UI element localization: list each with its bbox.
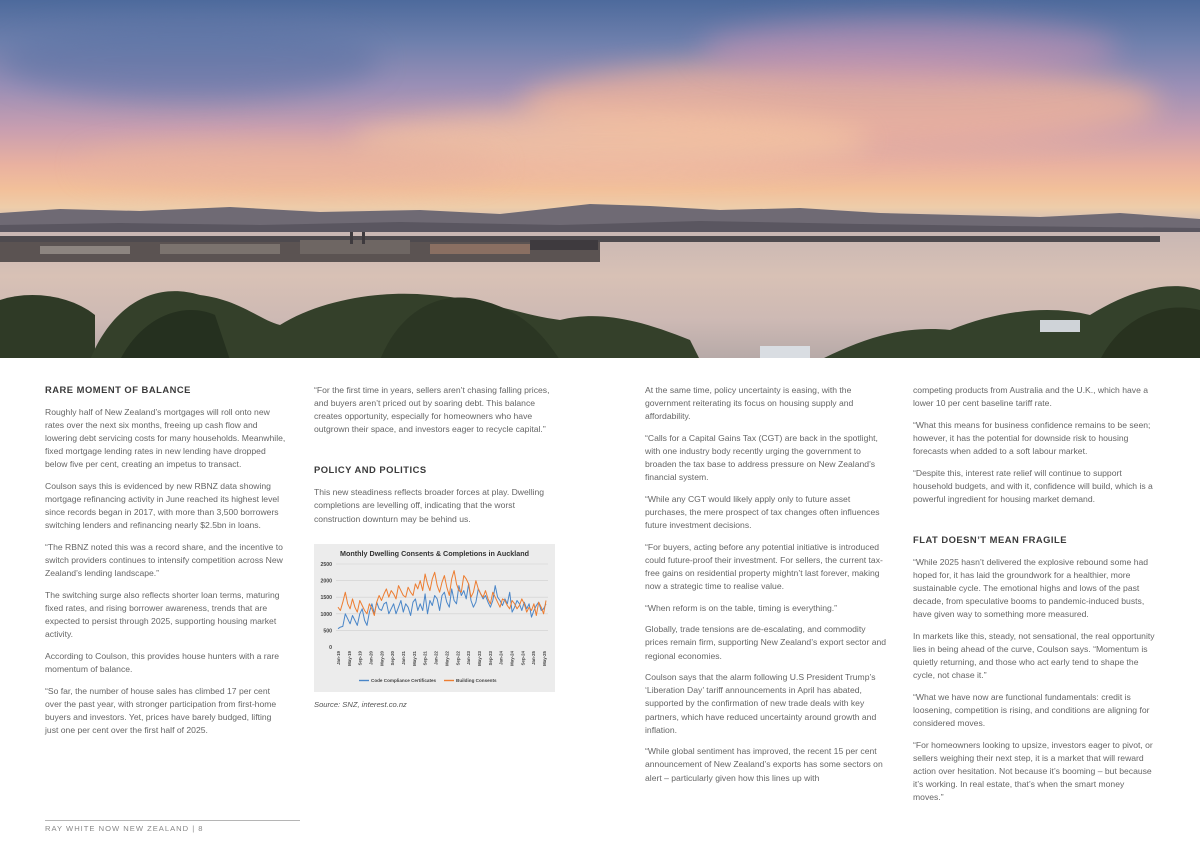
x-tick-label: Jan-22 bbox=[433, 650, 439, 665]
heading-rare-moment: RARE MOMENT OF BALANCE bbox=[45, 384, 191, 395]
x-tick-label: Sep-23 bbox=[487, 650, 493, 666]
y-tick-label: 2500 bbox=[320, 561, 332, 568]
paragraph: competing products from Australia and the U.K., which have a lower 10 per cent baseline tariff rate. bbox=[913, 385, 1149, 409]
paragraph: “Calls for a Capital Gains Tax (CGT) are back in the spotlight, with one industry body recently urging the government to broaden the tax base to address pressure on New Zealand’s financial system. bbox=[645, 432, 878, 483]
column-3 bbox=[645, 384, 888, 793]
footer-page-label: RAY WHITE NOW NEW ZEALAND | 8 bbox=[45, 824, 204, 833]
paragraph: “For the first time in years, sellers aren’t chasing falling prices, and buyers aren’t priced out by soaring debt. This balance creates opportunity, especially for homeowners who have outgrown their space, and investors eager to recycle capital.” bbox=[314, 385, 550, 435]
paragraph: Globally, trade tensions are de-escalating, and commodity prices remain firm, supporting New Zealand’s export sector and regional economies. bbox=[645, 624, 887, 661]
hero-landscape-photo bbox=[0, 0, 1200, 358]
paragraph: “For homeowners looking to upsize, investors eager to pivot, or sellers weighing their next step, it is a market that will reward action over hesitation. Not because it’s booming – but because it’s working. In real estate, that’s when the smart money moves.” bbox=[913, 739, 1153, 803]
foreground-trees bbox=[0, 270, 1200, 358]
x-tick-label: Jan-21 bbox=[401, 650, 407, 665]
paragraph: Coulson says this is evidenced by new RBNZ data showing mortgage refinancing activity in June reached its highest level since records began in 2017, with more than 3,500 borrowers switching lenders and refinancing nearly $2.5bn in loans. bbox=[45, 481, 280, 531]
legend-label: Building Consents bbox=[456, 677, 497, 683]
x-tick-label: Sep-24 bbox=[520, 650, 526, 666]
x-tick-label: May-24 bbox=[509, 650, 515, 666]
x-tick-label: Jan-23 bbox=[466, 650, 472, 665]
paragraph: “What this means for business confidence remains to be seen; however, it has the potential for downside risk to housing forecasts when added to a soft labour market. bbox=[913, 419, 1151, 456]
paragraph: Coulson says that the alarm following U.S President Trump’s ‘Liberation Day’ tariff announcements in April has abated, supported by the confirmation of new trade deals with key partners, which have reduced uncertainty around growth and inflation. bbox=[645, 672, 877, 735]
x-tick-label: Sep-22 bbox=[455, 650, 461, 666]
paragraph: “Despite this, interest rate relief will continue to support household budgets, and with it, confidence will build, which is a powerful ingredient for housing market demand. bbox=[913, 467, 1153, 504]
paragraph: “So far, the number of house sales has climbed 17 per cent over the past year, with stronger participation from first-home buyers and investors. Yet, prices have barely budged, lifting just one per cent over the first half of 2025. bbox=[45, 685, 277, 735]
x-tick-label: May-21 bbox=[411, 650, 417, 666]
series-line-2 bbox=[338, 570, 546, 615]
x-tick-label: Sep-20 bbox=[390, 650, 396, 666]
x-tick-label: May-23 bbox=[476, 650, 482, 666]
chart-source: Source: SNZ, interest.co.nz bbox=[314, 699, 407, 709]
paragraph: “While global sentiment has improved, the recent 15 per cent announcement of New Zealand’s exports has some sectors on alert – particularly given how this lines up with bbox=[645, 746, 883, 783]
x-tick-label: Jan-20 bbox=[368, 650, 374, 665]
x-tick-label: May-22 bbox=[444, 650, 450, 666]
x-tick-label: Sep-21 bbox=[422, 650, 428, 666]
heading-flat-not-fragile: FLAT DOESN’T MEAN FRAGILE bbox=[913, 533, 1067, 545]
x-tick-label: May-19 bbox=[346, 650, 352, 666]
paragraph: At the same time, policy uncertainty is easing, with the government reiterating its focus on housing supply and affordability. bbox=[645, 385, 854, 422]
x-tick-label: May-25 bbox=[542, 650, 547, 666]
dwelling-chart bbox=[314, 544, 555, 692]
y-tick-label: 500 bbox=[323, 628, 332, 635]
x-tick-label: Jan-24 bbox=[498, 650, 504, 665]
footer-divider bbox=[45, 820, 300, 821]
x-tick-label: Jan-19 bbox=[336, 650, 341, 665]
paragraph: “For buyers, acting before any potential initiative is introduced could future-proof their investment. For sellers, the current tax-free gains on residential property mightn’t last forever, making now a strategic time to realise value. bbox=[645, 541, 883, 591]
column-4 bbox=[913, 384, 1156, 813]
paragraph: In markets like this, steady, not sensational, the real opportunity lies in being ahead of the curve, Coulson says. “Momentum is quietly returning, and those who act early tend to shape the cycle, not chase it.” bbox=[913, 631, 1155, 681]
y-tick-label: 1500 bbox=[320, 594, 332, 601]
paragraph: Roughly half of New Zealand’s mortgages will roll onto new rates over the next six months, freeing up cash flow and lowering debt servicing costs for many households. Meanwhile, fixed mortgage lending rates in new lending have dropped below five per cent, creating an impetus to transact. bbox=[45, 407, 286, 470]
paragraph: “The RBNZ noted this was a record share, and the incentive to switch providers continues to intensify competition across New Zealand’s lending landscape.” bbox=[45, 542, 283, 579]
legend-label: Code Compliance Certificates bbox=[371, 677, 437, 683]
paragraph: “While 2025 hasn’t delivered the explosive rebound some had hoped for, it has laid the groundwork for a healthier, more sustainable cycle. The emotional highs and lows of the past decade, from speculative booms to pandemic-induced busts, have given way to something more measured. bbox=[913, 556, 1149, 620]
chart-svg bbox=[314, 544, 555, 692]
paragraph: “While any CGT would likely apply only to future asset purchases, the mere prospect of tax changes often influences future investment decisions. bbox=[645, 493, 880, 531]
y-tick-label: 0 bbox=[329, 644, 332, 651]
x-tick-label: Jan-25 bbox=[531, 650, 537, 665]
x-tick-label: Sep-19 bbox=[357, 650, 363, 666]
port-shoreline bbox=[0, 232, 1200, 272]
column-1 bbox=[45, 384, 287, 746]
paragraph: “What we have now are functional fundamentals: credit is loosening, competition is rising, and conditions are aligning for considered moves. bbox=[913, 691, 1150, 729]
y-tick-label: 2000 bbox=[320, 578, 332, 585]
paragraph: This new steadiness reflects broader forces at play. Dwelling completions are levelling off, indicating that the worst construction downturn may be behind us. bbox=[314, 487, 545, 524]
chart-title: Monthly Dwelling Consents & Completions in Auckland bbox=[339, 548, 530, 558]
paragraph: The switching surge also reflects shorter loan terms, maturing fixed rates, and rising borrower awareness, trends that are expected to persist through 2025, supporting housing market activity. bbox=[45, 589, 280, 640]
column-2 bbox=[314, 384, 556, 719]
paragraph: According to Coulson, this provides house hunters with a rare momentum of balance. bbox=[45, 650, 280, 674]
heading-policy-politics: POLICY AND POLITICS bbox=[314, 464, 427, 476]
x-tick-label: May-20 bbox=[379, 650, 385, 666]
y-tick-label: 1000 bbox=[320, 611, 332, 618]
paragraph: “When reform is on the table, timing is everything.” bbox=[645, 602, 838, 613]
